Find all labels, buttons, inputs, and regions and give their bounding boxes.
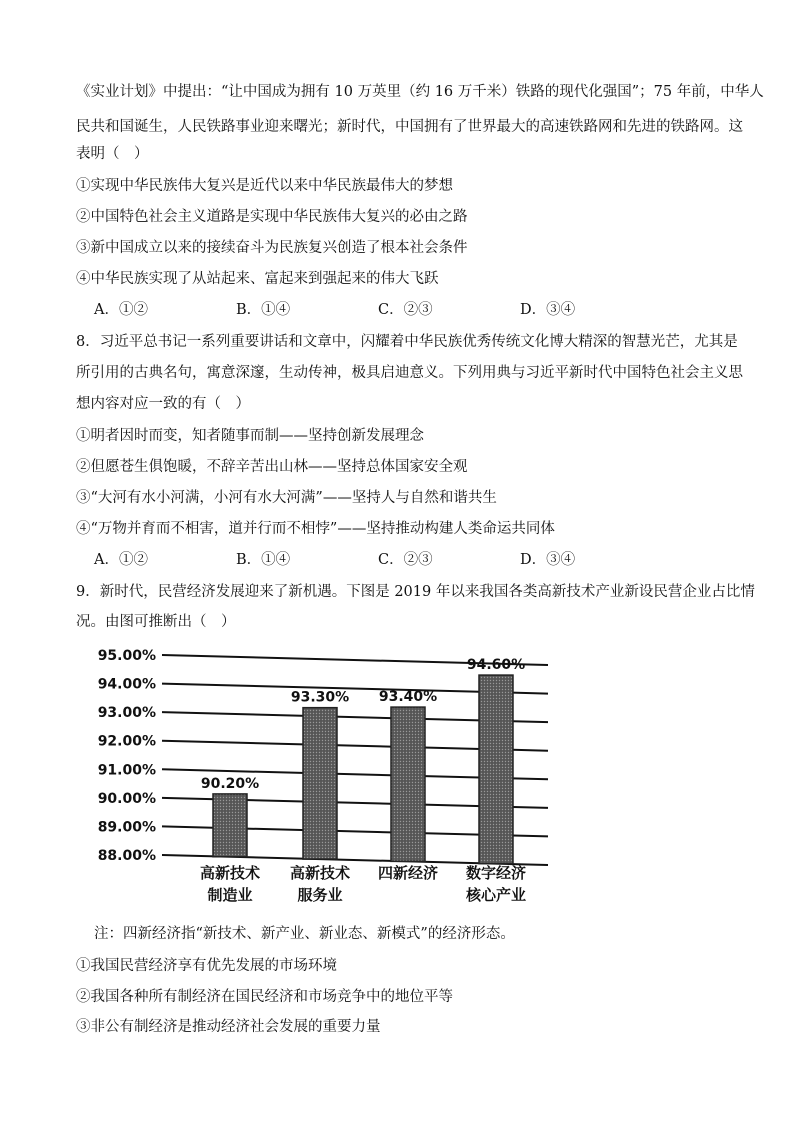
data-label: 93.40% (378, 689, 438, 706)
q8-stem-line-3: 想内容对应一致的有（ ） (76, 396, 250, 412)
bar (391, 707, 425, 861)
q8-options (94, 550, 662, 570)
q8-option-d[interactable]: D．③④ (520, 552, 576, 568)
category-label: 高新技术 (289, 864, 351, 882)
q8-stem-line-2: 所引用的古典名句，寓意深邃，生动传神，极具启迪意义。下列用典与习近平新时代中国特色社会主义思 (76, 365, 743, 381)
q8-statement-3: ③“大河有水小河满，小河有水大河满”——坚持人与自然和谐共生 (76, 490, 497, 506)
q7-statement-4: ④中华民族实现了从站起来、富起来到强起来的伟大飞跃 (76, 271, 439, 287)
category-label: 四新经济 (377, 864, 439, 882)
y-tick-label: 92.00% (97, 733, 156, 750)
data-label: 94.60% (466, 657, 526, 674)
bar (303, 708, 337, 859)
y-tick-label: 90.00% (97, 790, 156, 807)
q7-option-d[interactable]: D．③④ (520, 302, 576, 318)
q8-statement-1: ①明者因时而变，知者随事而制——坚持创新发展理念 (76, 428, 424, 444)
q9-statement-2: ②我国各种所有制经济在国民经济和市场竞争中的地位平等 (76, 989, 453, 1005)
category-label: 高新技术 (199, 864, 261, 882)
q7-option-c[interactable]: C．②③ (378, 302, 433, 318)
q7-stem-line-2: 民共和国诞生，人民铁路事业迎来曙光；新时代，中国拥有了世界最大的高速铁路网和先进的铁路网。这 (76, 119, 743, 135)
q7-statement-1: ①实现中华民族伟大复兴是近代以来中华民族最伟大的梦想 (76, 178, 453, 194)
q8-option-c[interactable]: C．②③ (378, 552, 433, 568)
q7-options (94, 300, 662, 320)
q8-statement-4: ④“万物并育而不相害，道并行而不相悖”——坚持推动构建人类命运共同体 (76, 521, 555, 537)
q8-stem-line-1: 8．习近平总书记一系列重要讲话和文章中，闪耀着中华民族优秀传统文化博大精深的智慧光芒，尤其是 (76, 334, 738, 350)
data-label: 93.30% (290, 689, 350, 706)
bar (213, 794, 247, 857)
category-label: 数字经济 (465, 864, 527, 882)
category-label: 制造业 (207, 886, 253, 904)
category-label: 核心产业 (465, 886, 527, 904)
category-label: 服务业 (297, 886, 343, 904)
q7-option-b[interactable]: B．①④ (236, 302, 291, 318)
y-tick-label: 91.00% (97, 762, 156, 779)
q7-stem-line-3: 表明（ ） (76, 146, 149, 162)
q9-stem-line-2: 况。由图可推断出（ ） (76, 614, 236, 630)
q8-option-a[interactable]: A．①② (94, 552, 148, 568)
data-label: 90.20% (200, 775, 260, 792)
y-tick-label: 94.00% (97, 676, 156, 693)
q9-statement-1: ①我国民营经济享有优先发展的市场环境 (76, 958, 337, 974)
q7-statement-3: ③新中国成立以来的接续奋斗为民族复兴创造了根本社会条件 (76, 240, 468, 256)
y-tick-label: 95.00% (97, 648, 156, 664)
bar (479, 675, 513, 864)
q9-stem-line-1: 9．新时代，民营经济发展迎来了新机遇。下图是 2019 年以来我国各类高新技术产业新设民营企业占比情 (76, 584, 755, 600)
y-tick-label: 93.00% (97, 705, 156, 722)
chart-note: 注：四新经济指“新技术、新产业、新业态、新模式”的经济形态。 (94, 926, 515, 942)
q8-option-b[interactable]: B．①④ (236, 552, 291, 568)
q7-option-a[interactable]: A．①② (94, 302, 148, 318)
bar-chart (90, 640, 560, 910)
q7-statement-2: ②中国特色社会主义道路是实现中华民族伟大复兴的必由之路 (76, 209, 468, 225)
q8-statement-2: ②但愿苍生俱饱暖，不辞辛苦出山林——坚持总体国家安全观 (76, 459, 468, 475)
q9-statement-3: ③非公有制经济是推动经济社会发展的重要力量 (76, 1019, 381, 1035)
y-tick-label: 88.00% (97, 848, 156, 864)
y-tick-label: 89.00% (97, 819, 156, 836)
q7-stem-line-1: 《实业计划》中提出：“让中国成为拥有 10 万英里（约 16 万千米）铁路的现代化强国”；75 年前，中华人 (76, 84, 764, 100)
